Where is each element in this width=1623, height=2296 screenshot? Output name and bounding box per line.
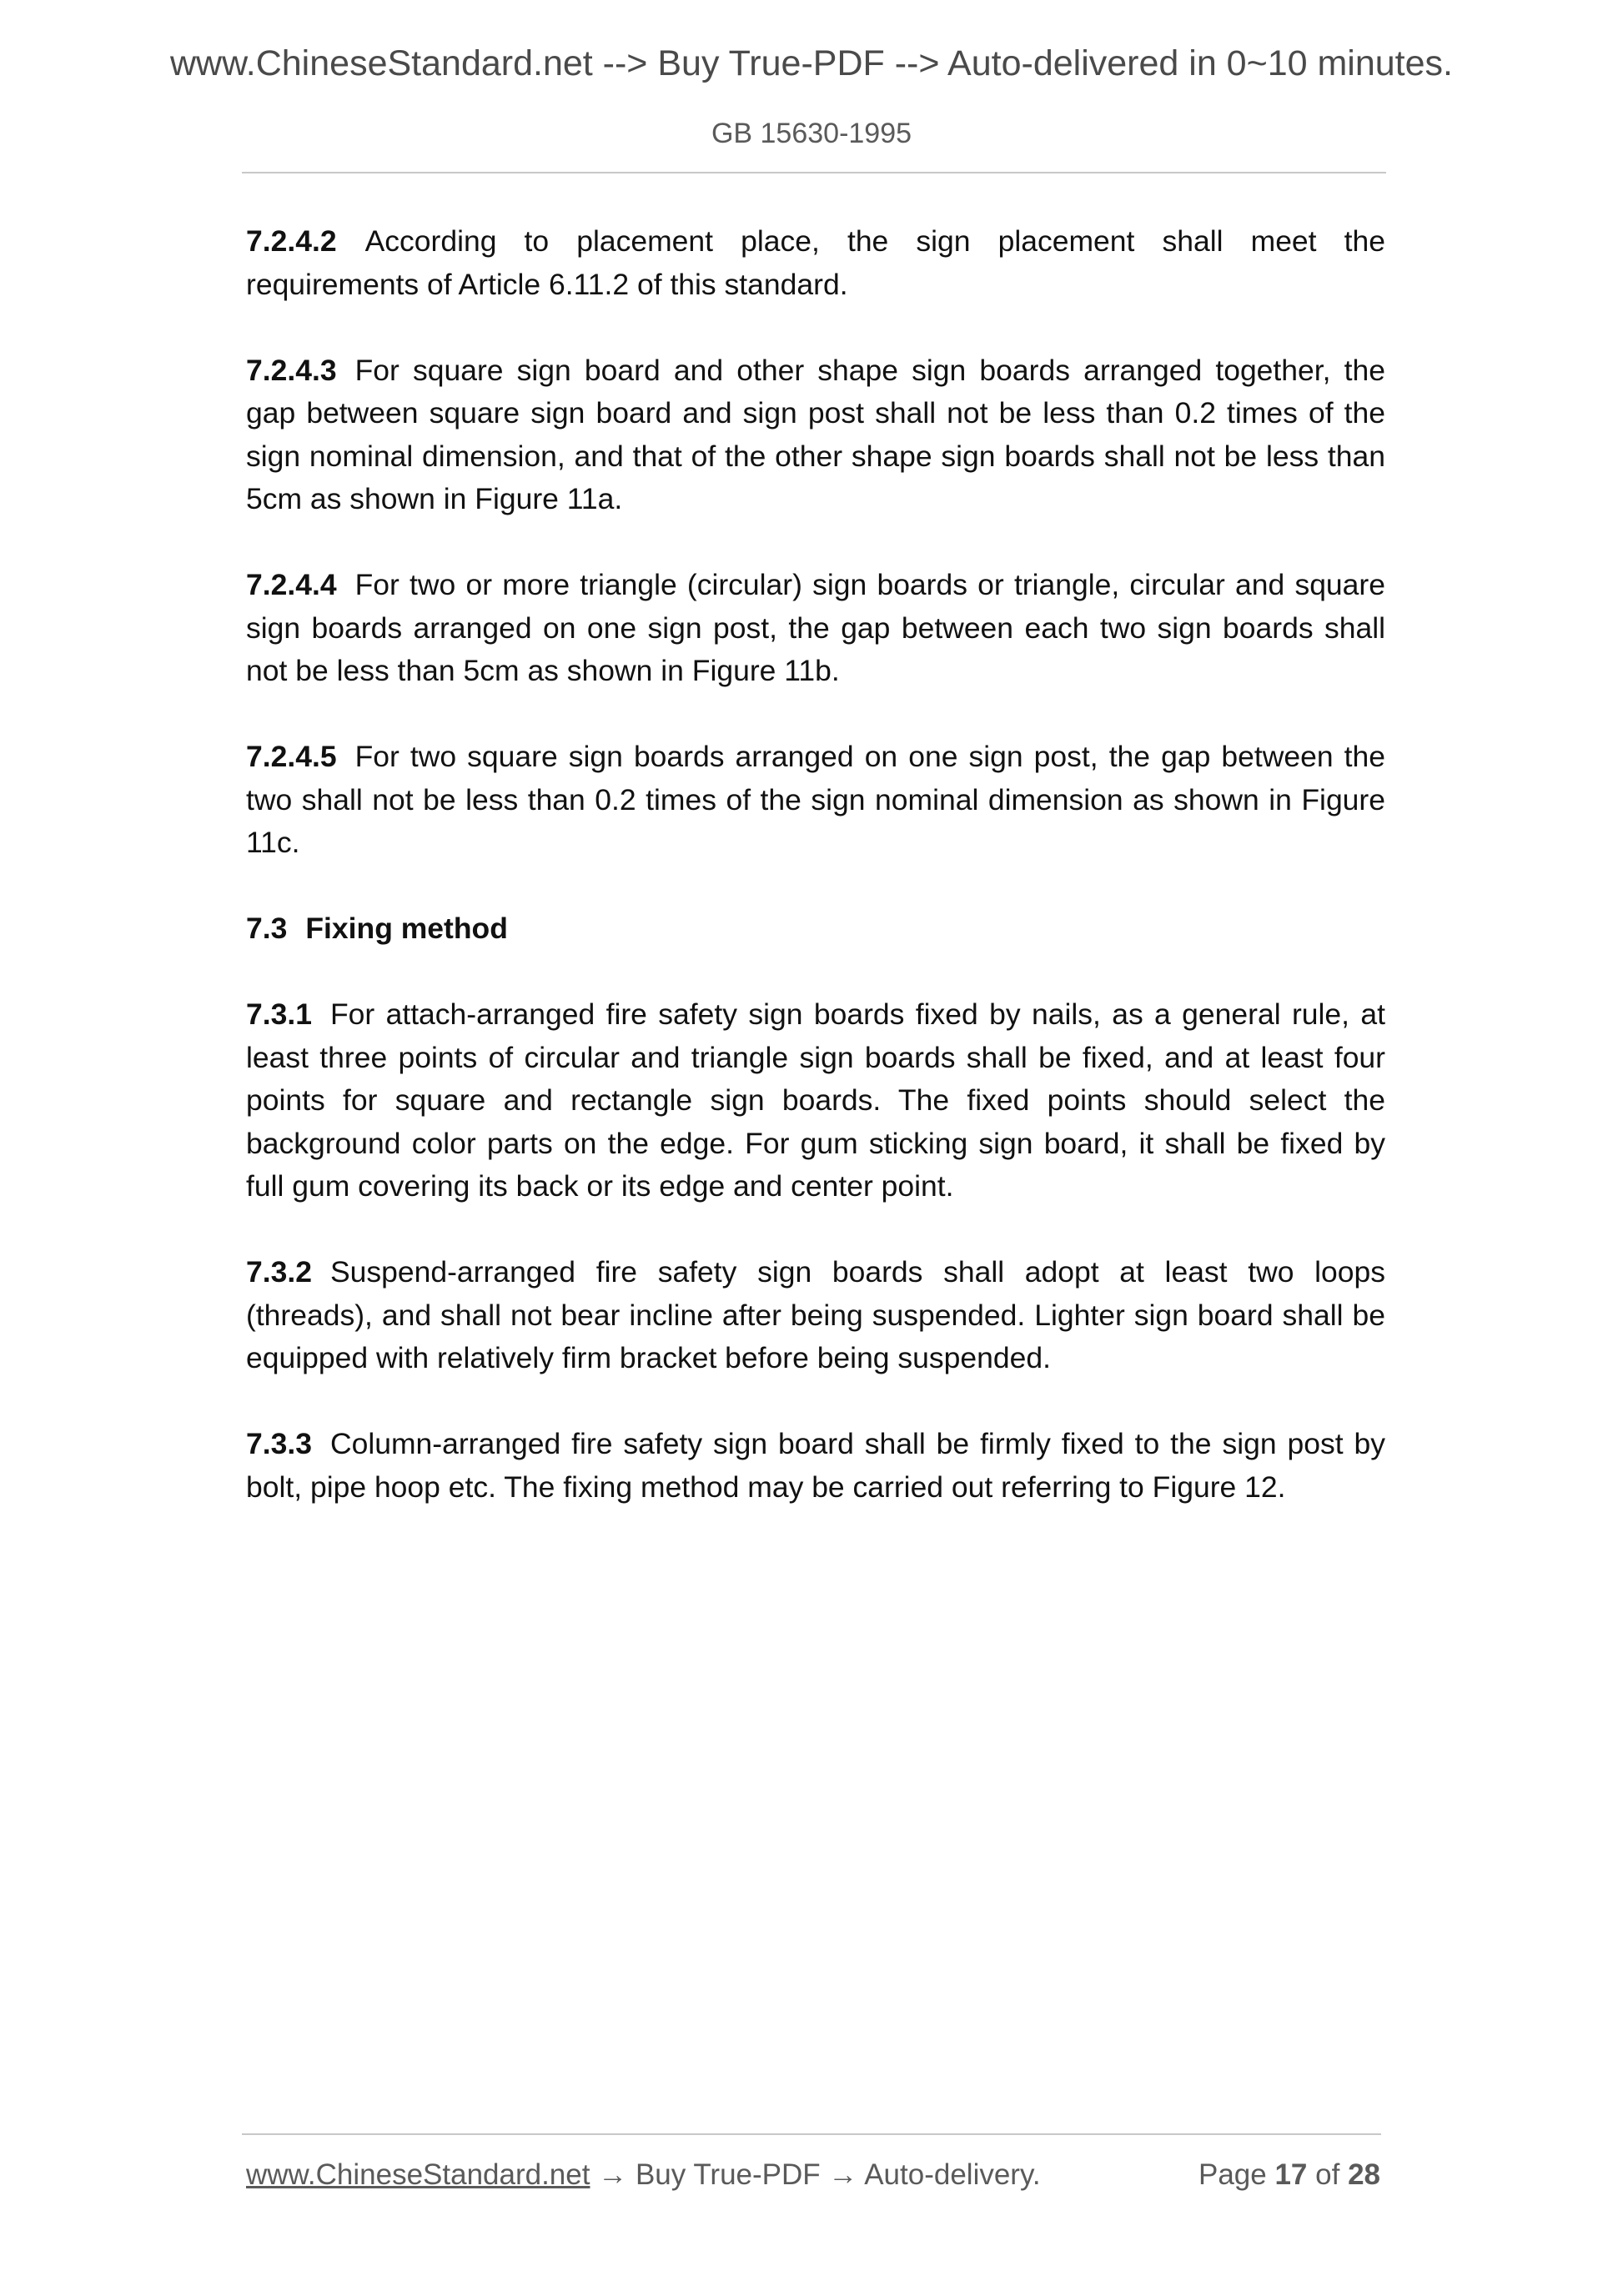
footer-promo: [246, 2158, 1041, 2192]
clause-text: For two square sign boards arranged on one sign post, the gap between the two shall not be less than 0.2 times of the sign nominal dimension as shown in Figure 11c.: [246, 740, 1385, 859]
clause-text: For attach-arranged fire safety sign boards fixed by nails, as a general rule, at least three points of circular and triangle sign boards shall be fixed, and at least four points for square and rectangle sign boards. The fixed points should select the background color parts on the edge. For gum sticking sign board, it shall be fixed by full gum covering its back or its edge and center point.: [246, 997, 1385, 1203]
clause-text: Suspend-arranged fire safety sign boards shall adopt at least two loops (threads), and shall not bear incline after being suspended. Lighter sign board shall be equipped with relatively firm bracket before being suspended.: [246, 1255, 1385, 1374]
right-arrow-icon: →: [828, 2158, 858, 2191]
clause-7-2-4-3: [246, 349, 1385, 521]
page-label: Page: [1198, 2158, 1267, 2191]
section-heading-7-3: [246, 907, 1385, 951]
of-label: of: [1315, 2158, 1340, 2191]
clause-text: For square sign board and other shape sign boards arranged together, the gap between square sign board and sign post shall not be less than 0.2 times of the sign nominal dimension, and that of the other shape sign boards shall not be less than 5cm as shown in Figure 11a.: [246, 353, 1385, 515]
clause-text: Column-arranged fire safety sign board shall be firmly fixed to the sign post by bolt, pipe hoop etc. The fixing method may be carried out referring to Figure 12.: [246, 1427, 1385, 1504]
page-current: 17: [1274, 2158, 1308, 2191]
footer-divider: [242, 2133, 1381, 2135]
clause-number: 7.3.1: [246, 997, 312, 1031]
clause-number: 7.2.4.5: [246, 740, 337, 773]
clause-7-2-4-5: [246, 736, 1385, 865]
document-body: [246, 220, 1385, 1552]
footer-site-link[interactable]: www.ChineseStandard.net: [246, 2158, 590, 2191]
top-banner: www.ChineseStandard.net --> Buy True-PDF --> Auto-delivered in 0~10 minutes.: [169, 43, 1453, 83]
clause-number: 7.3.3: [246, 1427, 312, 1460]
section-title: Fixing method: [305, 912, 508, 945]
clause-7-3-2: [246, 1251, 1385, 1380]
footer-delivery-text: Auto-delivery.: [864, 2158, 1041, 2191]
header-divider: [242, 172, 1386, 173]
right-arrow-icon: →: [598, 2158, 628, 2191]
standard-number: GB 15630-1995: [711, 118, 912, 149]
section-number: 7.3: [246, 912, 288, 945]
clause-7-2-4-4: [246, 564, 1385, 693]
footer-buy-text: Buy True-PDF: [635, 2158, 821, 2191]
clause-7-2-4-2: [246, 220, 1385, 306]
clause-7-3-3: [246, 1423, 1385, 1509]
page-indicator: [1198, 2158, 1380, 2192]
clause-number: 7.2.4.3: [246, 353, 337, 387]
clause-number: 7.2.4.2: [246, 224, 337, 258]
clause-number: 7.3.2: [246, 1255, 312, 1289]
clause-text: According to placement place, the sign placement shall meet the requirements of Article 6.11.2 of this standard.: [246, 224, 1385, 301]
clause-text: For two or more triangle (circular) sign boards or triangle, circular and square sign boards arranged on one sign post, the gap between each two sign boards shall not be less than 5cm as shown in Figure 11b.: [246, 568, 1385, 687]
clause-number: 7.2.4.4: [246, 568, 337, 601]
clause-7-3-1: [246, 993, 1385, 1208]
page-total: 28: [1348, 2158, 1380, 2191]
